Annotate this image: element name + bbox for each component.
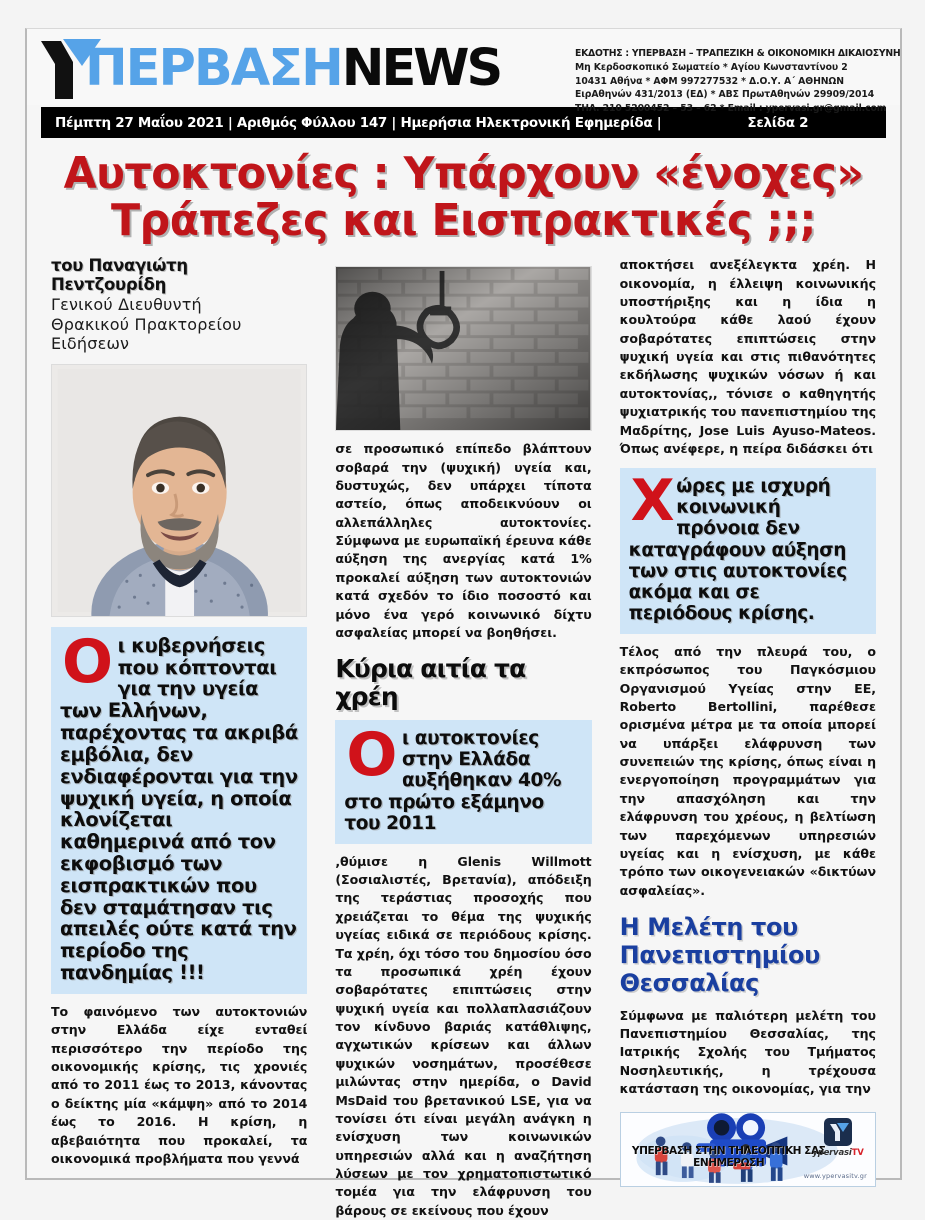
byline-role-line-2: Θρακικού Πρακτορείου	[51, 314, 242, 334]
pullquote-text: ώρες με ισχυρή κοινωνική πρόνοια δεν καταγράφουν αύξηση των στις αυτοκτονίες ακόμα και σε περιόδους κρίσης.	[628, 476, 847, 624]
imprint-line-5: ΤΗΛ. 210 5200452 – 53 – 62 * Email : ypervasi.gr@gmail.com	[575, 103, 887, 114]
right-column	[620, 256, 876, 1220]
byline-role-line-1: Γενικού Διευθυντή	[51, 295, 202, 315]
subheading-line-2: Πανεπιστημίου	[619, 940, 820, 969]
headline-line-1: Αυτοκτονίες : Υπάρχουν «ένοχες»	[63, 148, 864, 199]
byline-role	[51, 295, 307, 354]
ad-caption-text: ΥΠΕΡΒΑΣΗ ΣΤΗΝ ΤΗΛΕΟΠΤΙΚΗ ΣΑΣ ΕΝΗΜΕΡΩΣΗ	[631, 1145, 826, 1170]
masthead	[27, 29, 901, 114]
byline-role-line-3: Ειδήσεων	[51, 334, 130, 354]
page-number-label: Σελίδα 2	[747, 114, 809, 131]
subheading-line-3: Θεσσαλίας	[619, 968, 759, 997]
left-column	[51, 256, 307, 1220]
logo-word-blue: ΠΕΡΒΑΣΗ	[85, 39, 342, 98]
imprint-line-3: 10431 Αθήνα * ΑΦΜ 997277532 * Δ.Ο.Υ. Α΄ ΑΘΗΝΩΝ	[575, 75, 844, 87]
left-body-text: Το φαινόμενο των αυτοκτονιών στην Ελλάδα είχε ενταθεί περισσότερο την περίοδο της οικονομικής κρίσης, τις χρονιές από το 2011 έως το 2013, κάνοντας ο δείκτης μία «κάμψη» από το 2014 έως το 2016. Η κρίση, η αβεβαιότητα που προκαλεί, τα οικονομικά προβλήματα που γεννά	[51, 1003, 308, 1166]
ypervasi-tv-ad-banner[interactable]	[620, 1112, 876, 1187]
ad-logo-name: ypervasi	[812, 1148, 852, 1159]
ad-website-url: www.ypervasitv.gr	[803, 1172, 867, 1181]
right-body-text-top: αποκτήσει ανεξέλεγκτα χρέη. Η οικονομία, η έλλειψη κοινωνικής υποστήριξης και η ίδια η κουλτούρα κάθε λαού έχουν σοβαρότατες επιπτώσεις στην ψυχική υγεία και στις πιθανότητες εκδήλωσης ψυχικών νόσων ή και αυτοκτονίας,, τόνισε ο καθηγητής ψυχιατρικής του πανεπιστημίου της Μαδρίτης, Jose Luis Ayuso-Mateos. Όπως ανέφερε, η πείρα διδάσκει ότι	[619, 257, 876, 456]
imprint-line-4: ΕιρΑθηνών 431/2013 (ΕΔ) * ΑΒΣ ΠρωτΑθηνών 29909/2014	[575, 89, 875, 101]
pullquote-dropcap: Χ	[630, 468, 675, 535]
section-subheading-main-cause: Κύρια αιτία τα χρέη	[335, 654, 526, 711]
pullquote-dropcap: Ο	[62, 626, 113, 697]
section-subheading-university-study	[620, 914, 876, 997]
pullquote-text: ι κυβερνήσεις που κόπτονται για την υγεία των Ελλήνων, παρέχοντας τα ακριβά εμβόλια, δεν ενδιαφέρονται για την ψυχική υγεία, η οποία κλονίζεται καθημερινά από τον εκφοβισμό των εισπρακτικών που δεν σταμάτησαν τις απειλές ούτε κατά την περίοδο της πανδημίας !!!	[60, 633, 298, 985]
noose-silhouette-photo	[335, 266, 591, 431]
imprint-line-1: ΕΚΔΟΤΗΣ : ΥΠΕΡΒΑΣΗ – ΤΡΑΠΕΖΙΚΗ & ΟΙΚΟΝΟΜΙΚΗ ΔΙΚΑΙΟΣΥΝΗ	[575, 48, 901, 59]
ad-logo-suffix: TV	[851, 1148, 864, 1159]
newspaper-logo[interactable]	[27, 29, 507, 105]
author-portrait-photo	[51, 364, 307, 617]
pullquote-dropcap: Ο	[346, 720, 397, 791]
pullquote-box-right	[620, 468, 876, 634]
newspaper-page	[25, 28, 902, 1218]
publisher-imprint	[575, 47, 905, 116]
pullquote-box-middle	[335, 720, 591, 843]
middle-body-text-bottom: ,θύμισε η Glenis Willmott (Σοσιαλιστές, Βρετανία), απόδειξη της τεράστιας προσοχής που χρειάζεται το θέμα της ψυχικής υγείας ειδικά σε περιόδους κρίσης. Τα χρέη, όχι τόσο του δημοσίου όσο τα προσωπικά χρέη έχουν σοβαρότατες επιπτώσεις στην ψυχική υγεία και πολλαπλασιάζουν τον κίνδυνο βαριάς κατάθλιψης, αγχωτικών κρίσεων και άλλων ψυχικών νοσημάτων, προσέθεσε μιλώντας στην ημερίδα, ο David MsDaid του βρετανικού LSE, για να τονίσει ότι είναι μεγάλη ανάγκη η ενίσχυση των κοινωνικών υπηρεσιών αλλά και η αναζήτηση λύσεων με τον χρηματοπιστωτικό τομέα για την ελάφρυνση του βάρους σε εκείνους που έχουν	[335, 853, 592, 1218]
headline-line-2: Τράπεζες και Εισπρακτικές ;;;	[110, 195, 816, 247]
ad-logo-wordmark	[809, 1148, 867, 1158]
logo-word-black: NEWS	[341, 39, 501, 98]
middle-body-text-top: σε προσωπικό επίπεδο βλάπτουν σοβαρά την (ψυχική) υγεία και, δυστυχώς, δεν υπάρχει τίποτα αστείο, όπως αποδεικνύουν οι αλλεπάλληλες αυτοκτονίες. Σύμφωνα με ευρωπαϊκή έρευνα κάθε αύξηση της ανεργίας κατά 1% προκαλεί αύξηση των αυτοκτονιών κατά σχεδόν το ίδιο ποσοστό και μόνο ένα γερό κοινωνικό δίχτυ ασφαλείας μπορεί να βοηθήσει.	[335, 441, 592, 640]
right-body-text-bottom: Σύμφωνα με παλιότερη μελέτη του Πανεπιστημίου Θεσσαλίας, της Ιατρικής Σχολής του Τμήματος Νοσηλευτικής, η τρέχουσα κατάσταση της οικονομίας, για την	[619, 1007, 876, 1097]
subheading-line-1: Η Μελέτη του	[619, 913, 798, 942]
ypervasi-tv-logo	[809, 1118, 867, 1158]
issue-date-and-number: Πέμπτη 27 Μαΐου 2021 | Αριθμός Φύλλου 147 | Ημερήσια Ηλεκτρονική Εφημερίδα |	[55, 114, 662, 131]
byline-author: του Παναγιώτη Πεντζουρίδη	[51, 256, 188, 295]
middle-column	[335, 256, 591, 1220]
article-columns	[27, 250, 900, 1220]
pullquote-text: ι αυτοκτονίες στην Ελλάδα αυξήθηκαν 40% στο πρώτο εξάμηνο του 2011	[344, 728, 562, 834]
ypervasi-tv-logo-icon	[824, 1118, 852, 1146]
right-body-text-middle: Τέλος από την πλευρά του, ο εκπρόσωπος του Παγκόσμιου Οργανισμού Υγείας στην ΕΕ, Roberto Bertollini, παρέθεσε ορισμένα μέτρα με τα οποία μπορεί να υπάρξει ελάφρυνση των συνεπειών της κρίσης, όπως είναι η ενεργοποίηση προγραμμάτων για την απασχόληση και την ελάφρυνση του χρέους, η βελτίωση των παρεχόμενων υπηρεσιών υγείας και η ενίσχυση, με κάθε τρόπο των οικογενειακών «δικτύων ασφαλείας».	[619, 643, 876, 898]
logo-wordmark	[85, 39, 501, 98]
page-title	[40, 138, 887, 250]
pullquote-box-left	[51, 627, 307, 994]
imprint-line-2: Μη Κερδοσκοπικό Σωματείο * Αγίου Κωνσταντίνου 2	[575, 61, 848, 73]
